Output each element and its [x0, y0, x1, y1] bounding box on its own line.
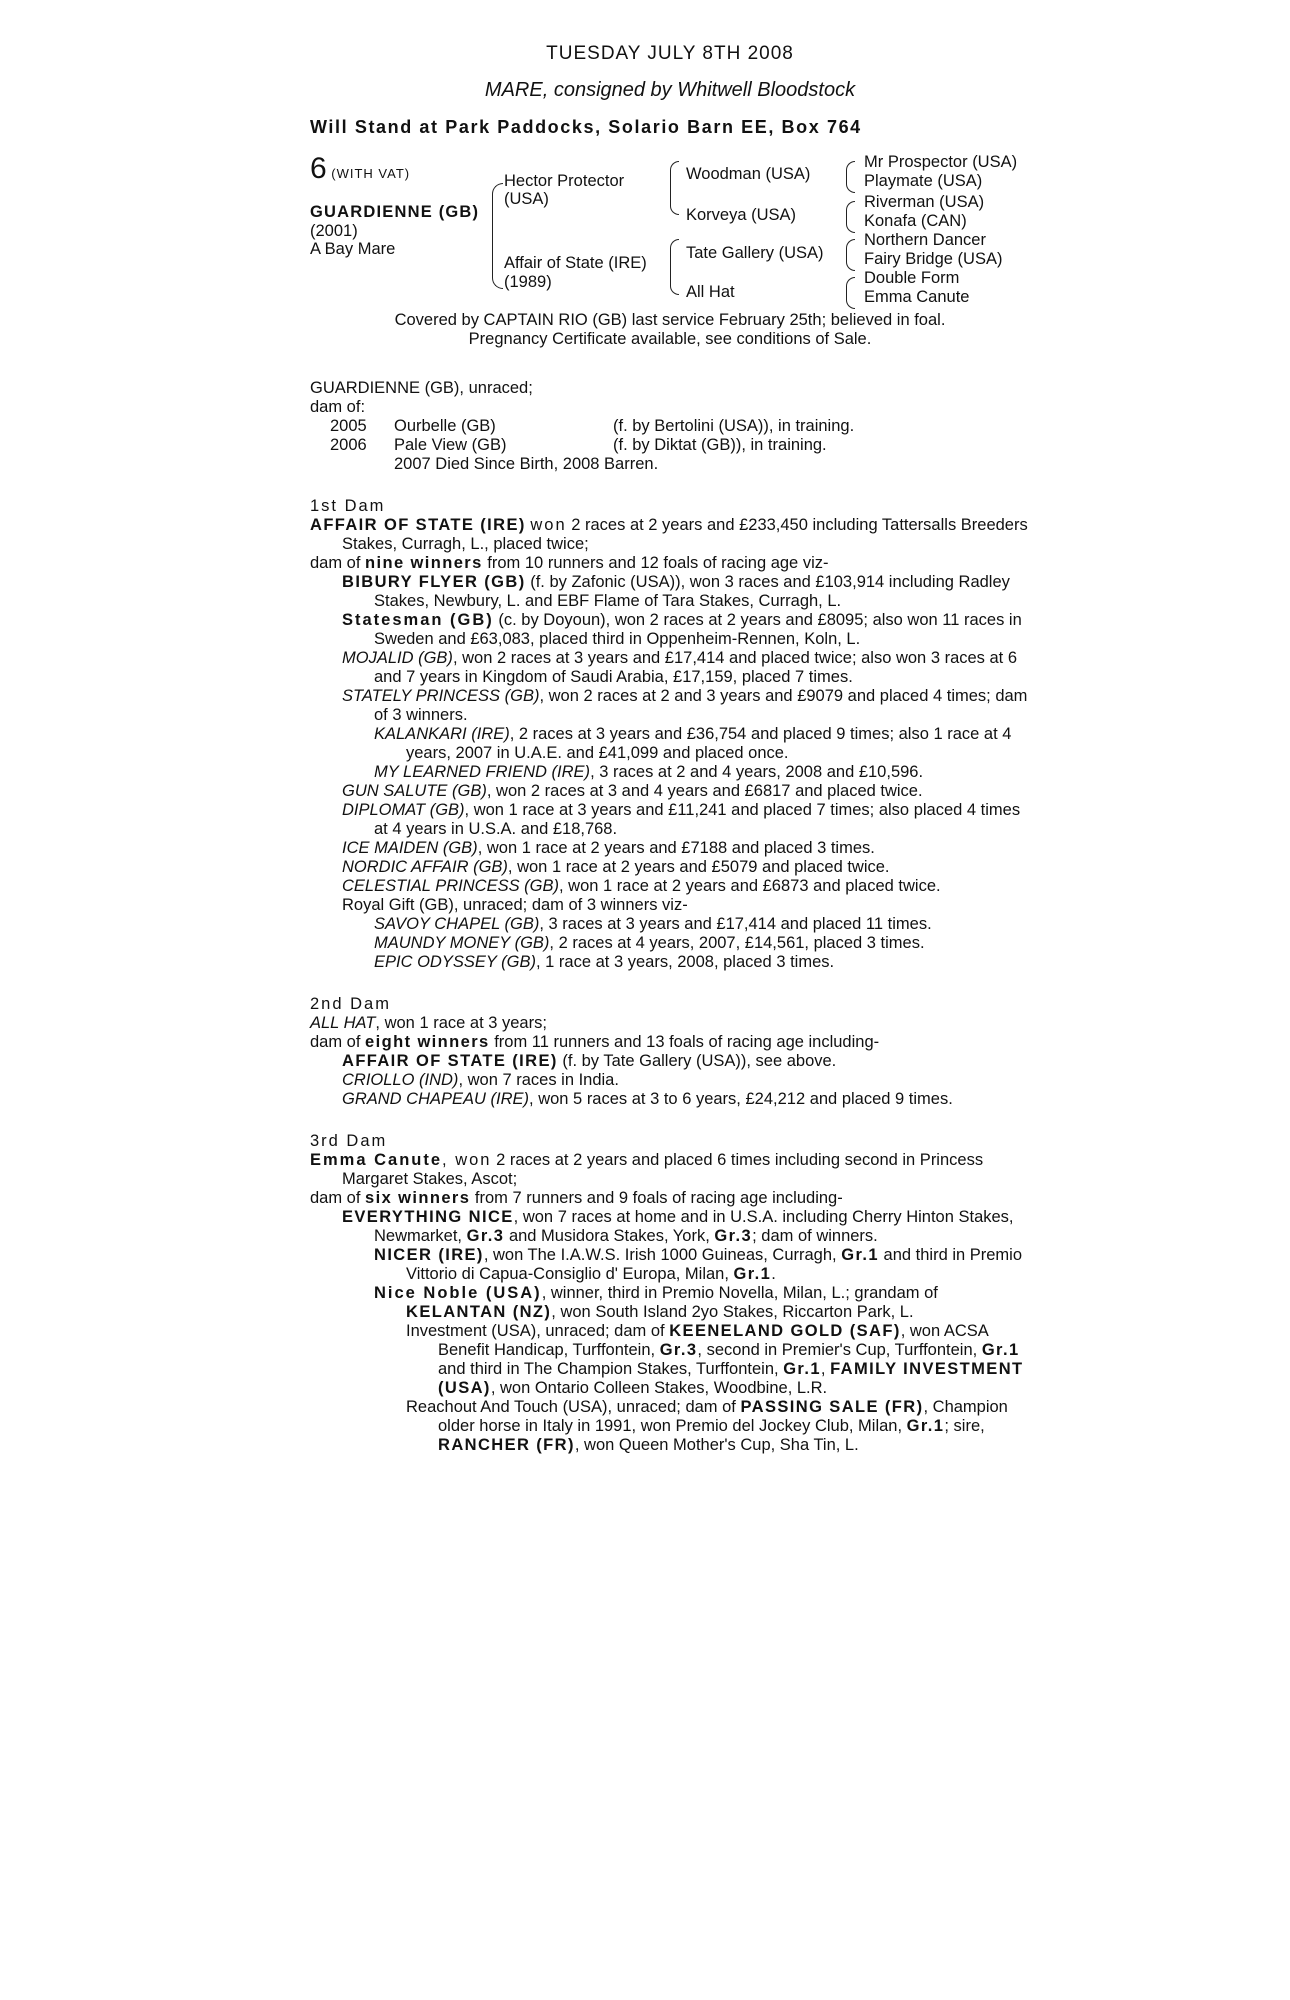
horse-name: PASSING SALE (FR)	[740, 1398, 924, 1416]
dam-pre: dam of	[310, 554, 361, 572]
horse-name: Statesman (GB)	[342, 611, 494, 629]
produce-year: 2006	[330, 436, 367, 454]
produce-record	[310, 379, 1030, 474]
third-dam-name: Emma Canute	[310, 1151, 443, 1169]
table-row	[330, 436, 854, 455]
progeny-mylearned	[310, 763, 1030, 782]
third-dam-record	[310, 1151, 1030, 1189]
dam-dam: All Hat	[686, 283, 735, 301]
grade-label: Gr.1	[981, 1341, 1020, 1359]
brace-g3-2	[846, 201, 855, 233]
horse-name: MOJALID (GB)	[342, 649, 453, 667]
horse-name: BIBURY FLYER (GB)	[342, 573, 526, 591]
consignor-line: MARE, consigned by Whitwell Bloodstock	[484, 79, 856, 101]
horse-text: , won 1 race at 3 years and £11,241 and placed 7 times; also placed 4 times at 4 years in U.S.A. and £18,768.	[374, 801, 1021, 838]
horse-text: , won 1 race at 2 years and £6873 and placed twice.	[559, 877, 941, 895]
second-dam-record	[310, 1014, 1030, 1033]
second-dam-section	[310, 995, 1030, 1109]
dam-pre: dam of	[310, 1033, 361, 1051]
horse-text: , won 2 races at 2 and 3 years and £9079 and placed 4 times; dam of 3 winners.	[374, 687, 1028, 724]
brace-gen1	[492, 183, 503, 289]
horse-name: FAMILY INVESTMENT (USA)	[438, 1360, 1024, 1397]
pedigree-table	[310, 152, 1030, 311]
dam-sire: Tate Gallery (USA)	[686, 244, 824, 262]
third-dam-section	[310, 1132, 1030, 1455]
progeny-investment: Investment (USA), unraced; dam of KEENELAND GOLD (SAF), won ACSA Benefit Handicap, Turffontein, Gr.3, second in Premier's Cup, Turffontein, Gr.1 and third in The Champion Stakes, Turffontein, Gr.1, FAMILY INVESTMENT (USA), won Ontario Colleen Stakes, Woodbine, L.R.	[406, 1322, 1024, 1397]
horse-text: , 3 races at 3 years and £17,414 and placed 11 times.	[539, 915, 932, 933]
grade-label: Gr.1	[841, 1246, 879, 1264]
progeny-affair	[310, 1052, 1030, 1071]
g3-sds: Riverman (USA)	[864, 193, 985, 211]
lot-number-line	[310, 152, 411, 185]
dam-post: from 7 runners and 9 foals of racing age including-	[474, 1189, 843, 1207]
horse-name: RANCHER (FR)	[438, 1436, 575, 1454]
third-dam-text: 2 races at 2 years and placed 6 times including second in Princess Margaret Stakes, Ascot;	[342, 1151, 984, 1188]
brace-dam	[670, 239, 679, 295]
g3-sdd: Konafa (CAN)	[864, 212, 967, 230]
progeny-nicer: NICER (IRE), won The I.A.W.S. Irish 1000 Guineas, Curragh, Gr.1 and third in Premio Vittorio di Capua-Consiglio d' Europa, Milan, Gr.1.	[374, 1246, 1023, 1283]
produce-note: 2007 Died Since Birth, 2008 Barren.	[394, 455, 659, 473]
horse-name: GUN SALUTE (GB)	[342, 782, 487, 800]
dam-bold: eight winners	[365, 1033, 490, 1051]
horse-name: Nice Noble (USA)	[374, 1284, 542, 1302]
dam-post: from 10 runners and 12 foals of racing age viz-	[487, 554, 829, 572]
first-dam-damof	[310, 554, 1030, 573]
horse-name: KALANKARI (IRE)	[374, 725, 510, 743]
horse-name: EPIC ODYSSEY (GB)	[374, 953, 536, 971]
progeny-diplomat	[310, 801, 1030, 839]
g3-dsd: Fairy Bridge (USA)	[864, 250, 1003, 268]
grade-label: Gr.3	[466, 1227, 505, 1245]
sire-name: Hector Protector	[504, 172, 625, 190]
first-dam-heading: 1st Dam	[310, 497, 386, 515]
horse-name: CELESTIAL PRINCESS (GB)	[342, 877, 560, 895]
grade-label: Gr.3	[659, 1341, 698, 1359]
horse-text: , 2 races at 3 years and £36,754 and placed 9 times; also 1 race at 4 years, 2007 in U.A.E. and £41,099 and placed once.	[406, 725, 1012, 762]
brace-g3-3	[846, 239, 855, 271]
second-dam-text: , won 1 race at 3 years;	[375, 1014, 547, 1032]
produce-damof: dam of:	[310, 398, 366, 416]
progeny-nordic	[310, 858, 1030, 877]
horse-name: CRIOLLO (IND)	[342, 1071, 459, 1089]
horse-text: , 3 races at 2 and 4 years, 2008 and £10,596.	[590, 763, 924, 781]
sale-date: TUESDAY JULY 8TH 2008	[546, 43, 794, 64]
horse-text: , 2 races at 4 years, 2007, £14,561, placed 3 times.	[549, 934, 925, 952]
horse-name: KELANTAN (NZ)	[406, 1303, 552, 1321]
progeny-kalankari	[310, 725, 1030, 763]
horse-text: , won 2 races at 3 and 4 years and £6817 and placed twice.	[486, 782, 923, 800]
horse-text: , won South Island 2yo Stakes, Riccarton Park, L.	[551, 1303, 914, 1321]
catalogue-page	[310, 44, 1030, 1478]
produce-intro: GUARDIENNE (GB), unraced;	[310, 379, 533, 397]
horse-name: MAUNDY MONEY (GB)	[374, 934, 550, 952]
dam-pre: dam of	[310, 1189, 361, 1207]
horse-name: NICER (IRE)	[374, 1246, 484, 1264]
g3-dss: Northern Dancer	[864, 231, 986, 249]
g3-sss: Mr Prospector (USA)	[864, 153, 1018, 171]
progeny-epic	[310, 953, 1030, 972]
progeny-grand	[310, 1090, 1030, 1109]
brace-g3-4	[846, 277, 855, 309]
covered-line-1: Covered by CAPTAIN RIO (GB) last service February 25th; believed in foal.	[394, 311, 946, 329]
horse-text: , winner, third in Premio Novella, Milan, L.; grandam of	[541, 1284, 938, 1302]
first-dam-name: AFFAIR OF STATE (IRE)	[310, 516, 526, 534]
horse-text: , won 1 race at 2 years and £7188 and placed 3 times.	[477, 839, 875, 857]
produce-name: Pale View (GB)	[394, 436, 507, 454]
progeny-criollo	[310, 1071, 1030, 1090]
dam-year: (1989)	[504, 273, 552, 291]
horse-text: (c. by Doyoun), won 2 races at 2 years and £8095; also won 11 races in Sweden and £63,083, placed third in Oppenheim-Rennen, Koln, L.	[374, 611, 1022, 648]
covered-line-2: Pregnancy Certificate available, see conditions of Sale.	[468, 330, 872, 348]
horse-description: A Bay Mare	[310, 240, 396, 258]
sire-dam: Korveya (USA)	[686, 206, 797, 224]
horse-name: AFFAIR OF STATE (IRE)	[342, 1052, 558, 1070]
first-dam-record	[310, 516, 1030, 554]
brace-g3-1	[846, 161, 855, 193]
horse-text: , won Queen Mother's Cup, Sha Tin, L.	[574, 1436, 859, 1454]
brace-sire	[670, 161, 679, 215]
horse-name: GRAND CHAPEAU (IRE)	[342, 1090, 530, 1108]
sire-country: (USA)	[504, 190, 549, 208]
horse-name: GUARDIENNE (GB)	[310, 203, 480, 221]
horse-text: , won 7 races in India.	[458, 1071, 619, 1089]
produce-info: (f. by Bertolini (USA)), in training.	[613, 417, 855, 435]
horse-text: Investment (USA), unraced; dam of	[406, 1322, 665, 1340]
horse-text: , won 1 race at 2 years and £5079 and placed twice.	[507, 858, 890, 876]
horse-text: , won 5 races at 3 to 6 years, £24,212 and placed 9 times.	[529, 1090, 953, 1108]
progeny-mojalid	[310, 649, 1030, 687]
horse-text: and third in The Champion Stakes, Turffontein,	[438, 1360, 779, 1378]
horse-text: , won The I.A.W.S. Irish 1000 Guineas, Curragh,	[483, 1246, 837, 1264]
horse-text: ; sire,	[944, 1417, 985, 1435]
horse-name: ICE MAIDEN (GB)	[342, 839, 478, 857]
horse-text: , won Ontario Colleen Stakes, Woodbine, L.R.	[490, 1379, 828, 1397]
second-dam-heading: 2nd Dam	[310, 995, 391, 1013]
progeny-nice-noble	[310, 1284, 1030, 1322]
g3-ddd: Emma Canute	[864, 288, 970, 306]
horse-text: (f. by Tate Gallery (USA)), see above.	[562, 1052, 837, 1070]
progeny-celestial	[310, 877, 1030, 896]
stand-location: Will Stand at Park Paddocks, Solario Barn EE, Box 764	[310, 117, 862, 137]
dam-bold: nine winners	[365, 554, 483, 572]
horse-text: and Musidora Stakes, York,	[508, 1227, 710, 1245]
progeny-maundy	[310, 934, 1030, 953]
first-dam-text: 2 races at 2 years and £233,450 including Tattersalls Breeders Stakes, Curragh, L., placed twice;	[342, 516, 1028, 553]
progeny-bibury	[310, 573, 1030, 611]
g3-dds: Double Form	[864, 269, 960, 287]
table-row	[330, 417, 854, 436]
covered-note	[310, 311, 1030, 349]
produce-info: (f. by Diktat (GB)), in training.	[613, 436, 827, 454]
horse-name: DIPLOMAT (GB)	[342, 801, 465, 819]
progeny-royal: Royal Gift (GB), unraced; dam of 3 winners viz-	[342, 896, 688, 914]
dam-post: from 11 runners and 13 foals of racing age including-	[494, 1033, 880, 1051]
progeny-stately	[310, 687, 1030, 725]
first-dam-won: won	[530, 516, 567, 534]
grade-label: Gr.1	[783, 1360, 821, 1378]
second-dam-damof	[310, 1033, 1030, 1052]
sire-sire: Woodman (USA)	[686, 165, 811, 183]
grade-label: Gr.1	[906, 1417, 945, 1435]
horse-text: , won ACSA Benefit Handicap, Turffontein,	[438, 1322, 988, 1359]
produce-name: Ourbelle (GB)	[394, 417, 496, 435]
progeny-ice	[310, 839, 1030, 858]
horse-text: (f. by Zafonic (USA)), won 3 races and £103,914 including Radley Stakes, Newbury, L. and EBF Flame of Tara Stakes, Curragh, L.	[374, 573, 1010, 610]
horse-name: SAVOY CHAPEL (GB)	[374, 915, 540, 933]
progeny-everything	[310, 1208, 1030, 1246]
progeny-statesman	[310, 611, 1030, 649]
vat-label: (WITH VAT)	[331, 166, 411, 181]
horse-text: , Champion older horse in Italy in 1991, won Premio del Jockey Club, Milan,	[438, 1398, 1008, 1435]
horse-name: MY LEARNED FRIEND (IRE)	[374, 763, 591, 781]
horse-year: (2001)	[310, 222, 358, 240]
first-dam-section	[310, 497, 1030, 972]
horse-text: Reachout And Touch (USA), unraced; dam of	[406, 1398, 736, 1416]
progeny-reachout	[310, 1398, 1030, 1455]
horse-name: EVERYTHING NICE	[342, 1208, 514, 1226]
lot-number: 6	[310, 152, 327, 185]
horse-text: and third in Premio Vittorio di Capua-Consiglio d' Europa, Milan,	[406, 1246, 1023, 1283]
third-dam-damof	[310, 1189, 1030, 1208]
progeny-gun	[310, 782, 1030, 801]
horse-name: NORDIC AFFAIR (GB)	[342, 858, 508, 876]
produce-year: 2005	[330, 417, 367, 435]
second-dam-name: ALL HAT	[310, 1014, 376, 1032]
third-dam-heading: 3rd Dam	[310, 1132, 388, 1150]
horse-name: STATELY PRINCESS (GB)	[342, 687, 540, 705]
horse-name: KEENELAND GOLD (SAF)	[669, 1322, 901, 1340]
horse-text: , 1 race at 3 years, 2008, placed 3 times.	[536, 953, 835, 971]
horse-text: , won 2 races at 3 years and £17,414 and placed twice; also won 3 races at 6 and 7 years in Kingdom of Saudi Arabia, £17,159, placed 7 times.	[374, 649, 1018, 686]
horse-text: ; dam of winners.	[752, 1227, 878, 1245]
grade-label: Gr.1	[733, 1265, 772, 1283]
g3-ssd: Playmate (USA)	[864, 172, 983, 190]
dam-name: Affair of State (IRE)	[504, 254, 647, 272]
produce-table	[330, 417, 854, 455]
progeny-savoy	[310, 915, 1030, 934]
dam-bold: six winners	[365, 1189, 471, 1207]
horse-text: , won 7 races at home and in U.S.A. including Cherry Hinton Stakes, Newmarket,	[374, 1208, 1014, 1245]
third-dam-won: , won	[442, 1151, 492, 1169]
horse-text: , second in Premier's Cup, Turffontein,	[697, 1341, 978, 1359]
grade-label: Gr.3	[714, 1227, 753, 1245]
